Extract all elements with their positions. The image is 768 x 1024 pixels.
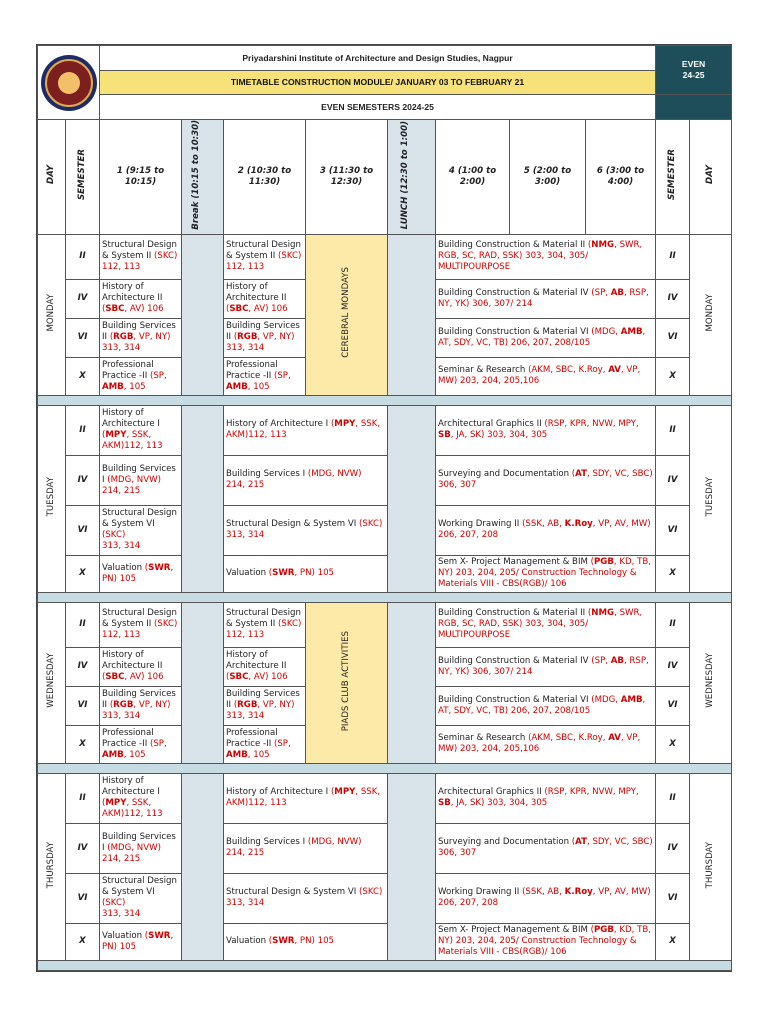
cell-bs2: Building Services II (RGB, VP, NY) 313, 314 [100,318,182,357]
table-row [38,602,732,647]
semester-cell: II [66,602,100,647]
cell-bs2: Building Services II (RGB, VP, NY) 313, 314 [100,686,182,725]
cell-sds6: Structural Design & System VI (SKC) 313, 314 [224,873,388,923]
col-period-6: 6 (3:00 to 4:00) [586,120,656,235]
cell-hoa2: History of Architecture II (SBC, AV) 106 [100,279,182,318]
semester-cell: IV [66,647,100,686]
semester-cell: VI [656,873,690,923]
cell-bs1: Building Services I (MDG, NVW) 214, 215 [100,823,182,873]
cell-hoa1: History of Architecture I (MPY, SSK, AKM)112, 113 [100,773,182,823]
semester-cell: IV [656,279,690,318]
even-badge-line2: 24-25 [682,70,705,80]
day-thursday-right: THURSDAY [690,773,732,960]
semester-cell: X [66,725,100,763]
col-day: DAY [38,120,66,235]
cell-wd2: Working Drawing II (SSK, AB, K.Roy, VP, AV, MW) 206, 207, 208 [436,505,656,555]
semester-cell: II [656,234,690,279]
cell-sds2: Structural Design & System II (SKC) 112, 113 [100,234,182,279]
cell-hoa1: History of Architecture I (MPY, SSK, AKM)112, 113 [224,773,388,823]
col-semester: SEMESTER [66,120,100,235]
table-row [38,405,732,455]
day-tuesday: TUESDAY [38,405,66,592]
logo-cell [38,46,100,120]
cell-bcm2: Building Construction & Material II (NMG, SWR, RGB, SC, RAD, SSK) 303, 304, 305/ MULTIPOURPOSE [436,234,656,279]
col-period-4: 4 (1:00 to 2:00) [436,120,510,235]
even-badge [656,46,732,95]
col-period-1: 1 (9:15 to 10:15) [100,120,182,235]
cell-sds6: Structural Design & System VI (SKC) 313, 314 [100,505,182,555]
semester-cell: II [66,405,100,455]
cell-pp2: Professional Practice -II (SP, AMB, 105 [224,357,306,395]
cell-sds2: Structural Design & System II (SKC) 112, 113 [100,602,182,647]
cell-sds6: Structural Design & System VI (SKC) 313, 314 [224,505,388,555]
semester-cell: X [656,923,690,960]
cell-val: Valuation (SWR, PN) 105 [224,923,388,960]
day-separator [38,763,732,773]
semester-cell: IV [656,647,690,686]
semester-cell: II [656,773,690,823]
semester-cell: VI [656,505,690,555]
cerebral-mondays: CEREBRAL MONDAYS [306,234,388,395]
day-separator [38,960,732,970]
cell-val: Valuation (SWR, PN) 105 [100,555,182,592]
semester-cell: VI [66,873,100,923]
cell-sd: Surveying and Documentation (AT, SDY, VC, SBC) 306, 307 [436,823,656,873]
col-period-5: 5 (2:00 to 3:00) [510,120,586,235]
cell-sr: Seminar & Research (AKM, SBC, K.Roy, AV, VP, MW) 203, 204, 205,106 [436,357,656,395]
lunch-cell [388,773,436,960]
table-row [38,923,732,960]
semester-cell: X [656,725,690,763]
table-row [38,555,732,592]
col-lunch: LUNCH (12:30 to 1:00) [388,120,436,235]
cell-hoa2: History of Architecture II (SBC, AV) 106 [100,647,182,686]
day-separator [38,592,732,602]
timetable [37,45,732,971]
cell-bs1: Building Services I (MDG, NVW) 214, 215 [224,455,388,505]
cell-bcm4: Building Construction & Material IV (SP, AB, RSP, NY, YK) 306, 307/ 214 [436,647,656,686]
semester-cell: IV [66,455,100,505]
cell-sd: Surveying and Documentation (AT, SDY, VC, SBC) 306, 307 [436,455,656,505]
cell-bcm2: Building Construction & Material II (NMG, SWR, RGB, SC, RAD, SSK) 303, 304, 305/ MULTIPOURPOSE [436,602,656,647]
table-row [38,234,732,279]
cell-ag2: Architectural Graphics II (RSP, KPR, NVW, MPY, SB, JA, SK) 303, 304, 305 [436,405,656,455]
day-separator [38,395,732,405]
cell-hoa1: History of Architecture I (MPY, SSK, AKM)112, 113 [224,405,388,455]
semester-cell: IV [66,279,100,318]
semester-cell: X [66,923,100,960]
lunch-cell [388,405,436,592]
semester-cell: VI [656,686,690,725]
institute-name: Priyadarshini Institute of Architecture and Design Studies, Nagpur [100,46,656,71]
cell-bs1: Building Services I (MDG, NVW) 214, 215 [100,455,182,505]
break-cell [182,602,224,763]
semester-cell: IV [66,823,100,873]
semester-cell: IV [656,455,690,505]
day-wednesday-right: WEDNESDAY [690,602,732,763]
semester-cell: VI [656,318,690,357]
piads-club-activities: PIADS CLUB ACTIVITIES [306,602,388,763]
cell-pp2: Professional Practice -II (SP, AMB, 105 [100,357,182,395]
cell-semx: Sem X- Project Management & BIM (PGB, KD, TB, NY) 203, 204, 205/ Construction Technology & Materials VIII - CBS(RGB)/ 106 [436,923,656,960]
semester-cell: II [656,602,690,647]
break-cell [182,234,224,395]
semester-cell: II [66,234,100,279]
cell-val: Valuation (SWR, PN) 105 [100,923,182,960]
semester-cell: VI [66,686,100,725]
timetable-frame [36,44,732,972]
day-thursday: THURSDAY [38,773,66,960]
institute-logo [41,55,97,111]
cell-sds2: Structural Design & System II (SKC) 112, 113 [224,234,306,279]
cell-ag2: Architectural Graphics II (RSP, KPR, NVW, MPY, SB, JA, SK) 303, 304, 305 [436,773,656,823]
table-row [38,773,732,823]
cell-pp2: Professional Practice -II (SP, AMB, 105 [100,725,182,763]
cell-bcm6: Building Construction & Material VI (MDG, AMB, AT, SDY, VC, TB) 206, 207, 208/105 [436,686,656,725]
semester-cell: VI [66,318,100,357]
cell-hoa1: History of Architecture I (MPY, SSK, AKM)112, 113 [100,405,182,455]
cell-bs1: Building Services I (MDG, NVW) 214, 215 [224,823,388,873]
cell-bcm4: Building Construction & Material IV (SP, AB, RSP, NY, YK) 306, 307/ 214 [436,279,656,318]
semester-cell: X [66,555,100,592]
cell-hoa2: History of Architecture II (SBC, AV) 106 [224,279,306,318]
cell-bs2: Building Services II (RGB, VP, NY) 313, 314 [224,686,306,725]
module-title: TIMETABLE CONSTRUCTION MODULE/ JANUARY 03 TO FEBRUARY 21 [100,71,656,95]
break-cell [182,773,224,960]
table-row [38,823,732,873]
day-wednesday: WEDNESDAY [38,602,66,763]
semester-cell: VI [66,505,100,555]
table-row [38,505,732,555]
even-badge-line1: EVEN [681,59,706,69]
day-tuesday-right: TUESDAY [690,405,732,592]
col-day-right: DAY [690,120,732,235]
semester-cell: II [656,405,690,455]
semester-cell: X [656,357,690,395]
cell-pp2: Professional Practice -II (SP, AMB, 105 [224,725,306,763]
cell-val: Valuation (SWR, PN) 105 [224,555,388,592]
break-cell [182,405,224,592]
semester-cell: X [66,357,100,395]
semester-cell: X [656,555,690,592]
cell-hoa2: History of Architecture II (SBC, AV) 106 [224,647,306,686]
cell-sr: Seminar & Research (AKM, SBC, K.Roy, AV, VP, MW) 203, 204, 205,106 [436,725,656,763]
cell-sds6: Structural Design & System VI (SKC) 313, 314 [100,873,182,923]
lunch-cell [388,602,436,763]
semesters-title: EVEN SEMESTERS 2024-25 [100,95,656,120]
cell-bcm6: Building Construction & Material VI (MDG, AMB, AT, SDY, VC, TB) 206, 207, 208/105 [436,318,656,357]
col-period-2: 2 (10:30 to 11:30) [224,120,306,235]
cell-wd2: Working Drawing II (SSK, AB, K.Roy, VP, AV, MW) 206, 207, 208 [436,873,656,923]
day-monday-right: MONDAY [690,234,732,395]
semester-cell: IV [656,823,690,873]
cell-semx: Sem X- Project Management & BIM (PGB, KD, TB, NY) 203, 204, 205/ Construction Technology & Materials VIII - CBS(RGB)/ 106 [436,555,656,592]
table-row [38,873,732,923]
lunch-cell [388,234,436,395]
day-monday: MONDAY [38,234,66,395]
col-semester-right: SEMESTER [656,120,690,235]
semester-cell: II [66,773,100,823]
even-badge-base [656,95,732,120]
col-period-3: 3 (11:30 to 12:30) [306,120,388,235]
table-row [38,455,732,505]
cell-bs2: Building Services II (RGB, VP, NY) 313, 314 [224,318,306,357]
cell-sds2: Structural Design & System II (SKC) 112, 113 [224,602,306,647]
col-break: Break (10:15 to 10:30) [182,120,224,235]
